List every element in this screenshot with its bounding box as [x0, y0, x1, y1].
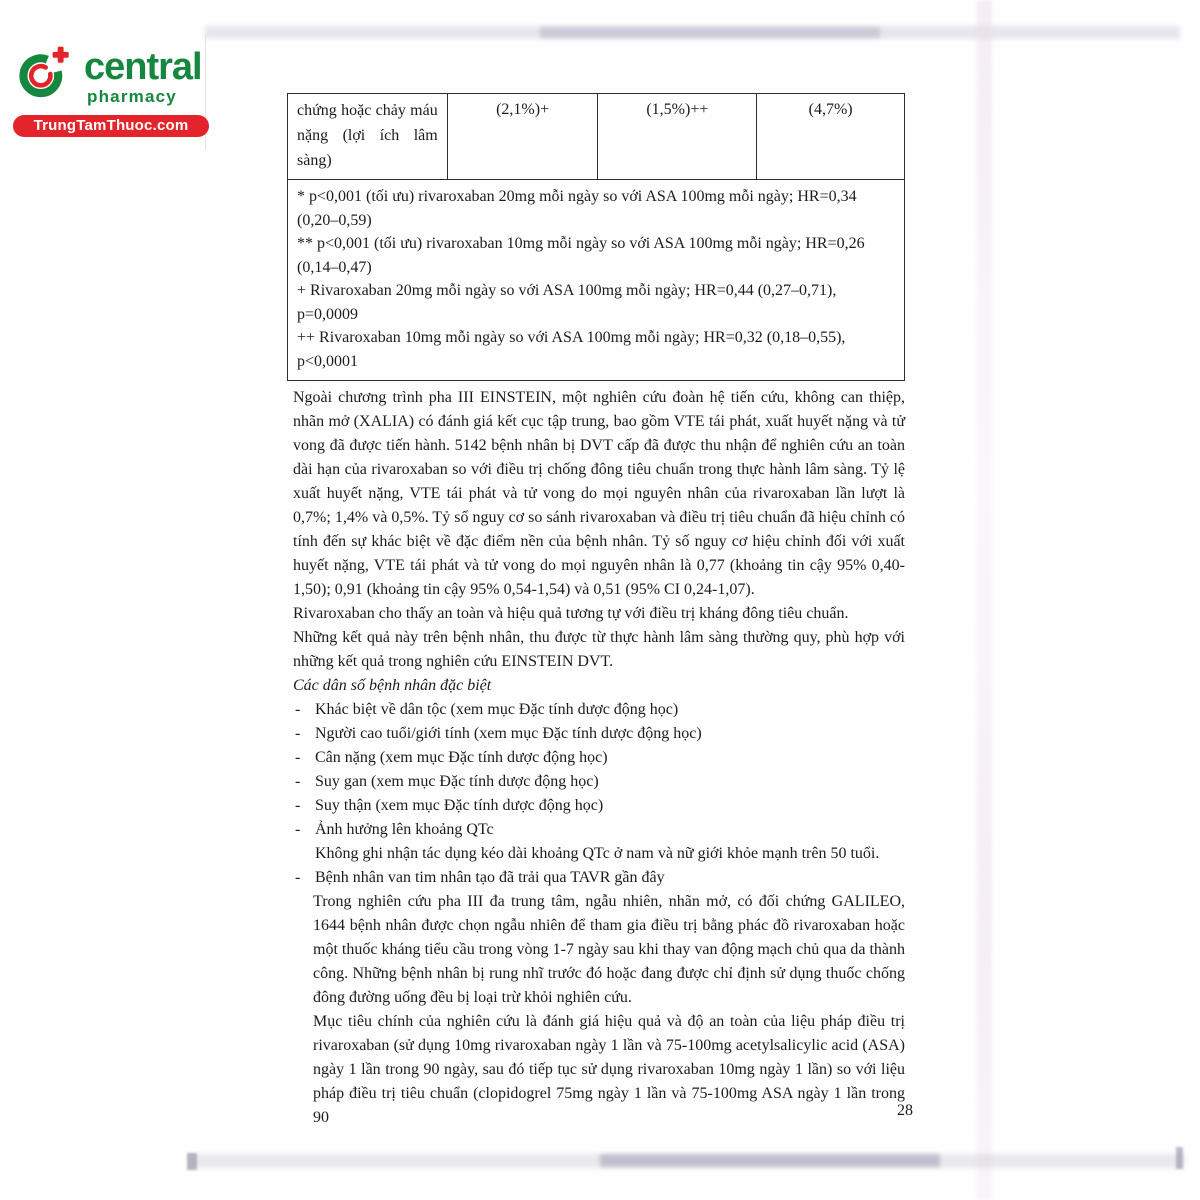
- footnote-line: + Rivaroxaban 20mg mỗi ngày so với ASA 100mg mỗi ngày; HR=0,44 (0,27–0,71), p=0,0009: [297, 282, 837, 323]
- scan-artifact-top-band-dark: [540, 27, 880, 38]
- logo-inner-arc: [31, 66, 50, 85]
- paragraph-galileo: Trong nghiên cứu pha III đa trung tâm, ngẫu nhiên, nhãn mở, có đối chứng GALILEO, 1644 bệnh nhân được chọn ngẫu nhiên để tham gia điều trị bằng phác đồ rivaroxaban hoặc một thuốc kháng tiểu cầu trong vòng 1-7 ngày sau khi thay van động mạch chủ qua da thành công. Những bệnh nhân bị rung nhĩ trước đó hoặc đang được chỉ định sử dụng thuốc chống đông đường uống đều bị loại trừ khỏi nghiên cứu.: [313, 893, 905, 1006]
- paragraph-conclusion: Rivaroxaban cho thấy an toàn và hiệu quả tương tự với điều trị kháng đông tiêu chuẩn.: [293, 605, 849, 622]
- list-item-label: Suy gan (xem mục Đặc tính dược động học): [315, 773, 599, 790]
- paragraph-consistency: Những kết quả này trên bệnh nhân, thu được từ thực hành lâm sàng thường quy, phù hợp với những kết quả trong nghiên cứu EINSTEIN DVT.: [293, 629, 905, 670]
- list-item-renal: [295, 794, 905, 818]
- list-dash: -: [295, 869, 301, 886]
- scan-artifact-bottom-band-dark: [600, 1154, 940, 1167]
- list-item-label: Ảnh hưởng lên khoảng QTc: [315, 821, 494, 838]
- list-item-label: Người cao tuổi/giới tính (xem mục Đặc tính dược động học): [315, 725, 702, 742]
- list-dash: -: [295, 773, 301, 790]
- document-content: [287, 93, 905, 1130]
- table-row: [288, 94, 905, 180]
- scan-artifact-edge-mark: [1176, 1147, 1183, 1169]
- table-cell-value-1: (2,1%)+: [447, 94, 598, 180]
- special-populations-heading: Các dân số bệnh nhân đặc biệt: [293, 677, 492, 694]
- logo-c-ring: [23, 58, 58, 93]
- list-dash: -: [295, 701, 301, 718]
- table-cell-label: chứng hoặc chảy máu nặng (lợi ích lâm sàng): [288, 94, 448, 180]
- page-number: 28: [897, 1102, 913, 1119]
- scan-artifact-vertical-strip: [977, 0, 992, 1200]
- central-pharmacy-logo-icon: [16, 39, 78, 105]
- list-item-ethnicity: [295, 698, 905, 722]
- logo-plus-vertical: [58, 47, 64, 63]
- list-item-hepatic: [295, 770, 905, 794]
- logo-brand-text: central: [84, 46, 202, 88]
- table-cell-value-3: (4,7%): [757, 94, 905, 180]
- scan-artifact-corner-mark: [187, 1153, 197, 1170]
- list-item-label: Cân nặng (xem mục Đặc tính dược động học): [315, 749, 608, 766]
- list-dash: -: [295, 821, 301, 838]
- pharmacy-logo[interactable]: [13, 36, 213, 144]
- list-item-weight: [295, 746, 905, 770]
- list-item-label: Bệnh nhân van tim nhân tạo đã trải qua TAVR gần đây: [315, 869, 665, 886]
- footnote-line: * p<0,001 (tối ưu) rivaroxaban 20mg mỗi ngày so với ASA 100mg mỗi ngày; HR=0,34 (0,20–0,59): [297, 188, 857, 229]
- list-item-label: Suy thận (xem mục Đặc tính dược động học): [315, 797, 604, 814]
- paragraph-objective: Mục tiêu chính của nghiên cứu là đánh giá hiệu quả và độ an toàn của liệu pháp điều trị rivaroxaban (sử dụng 10mg rivaroxaban ngày 1 lần và 75-100mg acetylsalicylic acid (ASA) ngày 1 lần trong 90 ngày, sau đó tiếp tục sử dụng rivaroxaban 10mg ngày 1 lần) so với liệu pháp điều trị tiêu chuẩn (clopidogrel 75mg ngày 1 lần và 75-100mg ASA ngày 1 lần trong 90: [313, 1013, 905, 1126]
- qtc-note: Không ghi nhận tác dụng kéo dài khoảng QTc ở nam và nữ giới khỏe mạnh trên 50 tuổi.: [315, 845, 880, 862]
- list-dash: -: [295, 749, 301, 766]
- footnote-line: ++ Rivaroxaban 10mg mỗi ngày so với ASA 100mg mỗi ngày; HR=0,32 (0,18–0,55), p<0,0001: [297, 329, 846, 370]
- list-item-label: Khác biệt về dân tộc (xem mục Đặc tính dược động học): [315, 701, 679, 718]
- list-item-qtc: [295, 818, 905, 842]
- results-table: [287, 93, 905, 381]
- paragraph-xalia: Ngoài chương trình pha III EINSTEIN, một nghiên cứu đoàn hệ tiến cứu, không can thiệp, nhãn mở (XALIA) có đánh giá kết cục tập trung, bao gồm VTE tái phát, xuất huyết nặng và tử vong đã được tiến hành. 5142 bệnh nhân bị DVT cấp đã được thu nhận để nghiên cứu an toàn dài hạn của rivaroxaban so với điều trị chống đông tiêu chuẩn trong thực hành lâm sàng. Tỷ lệ xuất huyết nặng, VTE tái phát và tử vong do mọi nguyên nhân của rivaroxaban lần lượt là 0,7%; 1,4% và 0,5%. Tỷ số nguy cơ so sánh rivaroxaban và điều trị tiêu chuẩn đã hiệu chỉnh có tính đến sự khác biệt về đặc điểm nền của bệnh nhân. Tỷ số nguy cơ hiệu chỉnh đối với xuất huyết nặng, VTE tái phát và tử vong do mọi nguyên nhân là 0,77 (khoảng tin cậy 95% 0,40-1,50); 0,91 (khoảng tin cậy 95% 0,54-1,54) và 0,51 (95% CI 0,24-1,07).: [293, 389, 905, 598]
- list-item-tavr: [295, 866, 905, 890]
- list-item-elderly-gender: [295, 722, 905, 746]
- list-dash: -: [295, 797, 301, 814]
- logo-sub-text: pharmacy: [87, 87, 177, 106]
- table-cell-value-2: (1,5%)++: [598, 94, 757, 180]
- table-footnote-row: [288, 180, 905, 381]
- footnote-line: ** p<0,001 (tối ưu) rivaroxaban 10mg mỗi ngày so với ASA 100mg mỗi ngày; HR=0,26 (0,14–0,47): [297, 235, 865, 276]
- logo-website-banner[interactable]: TrungTamThuoc.com: [13, 115, 209, 137]
- table-footnotes-cell: [288, 180, 905, 381]
- list-dash: -: [295, 725, 301, 742]
